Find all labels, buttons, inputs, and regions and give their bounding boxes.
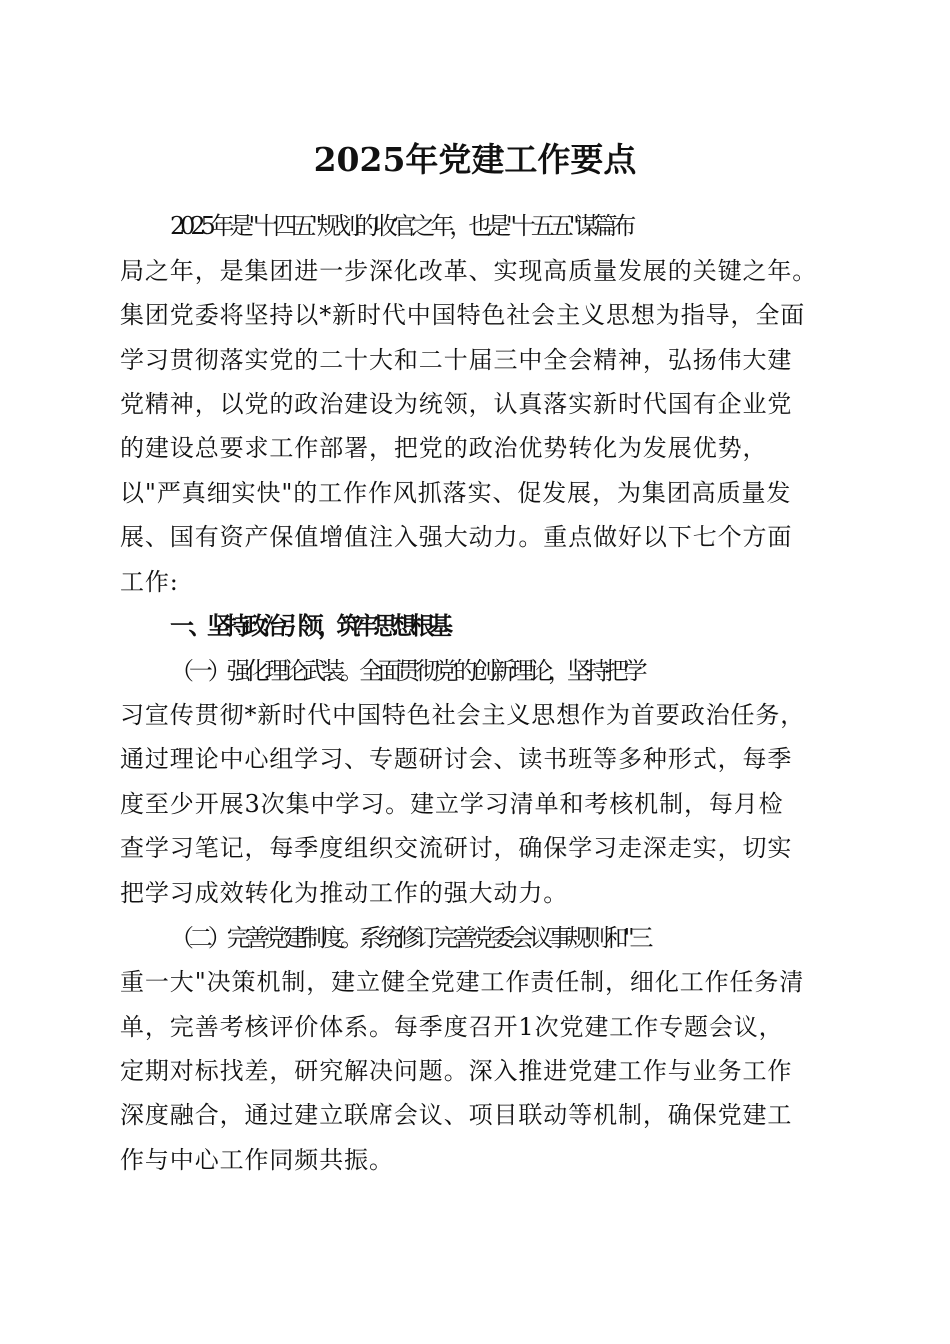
paragraph-line: 集团党委将坚持以*新时代中国特色社会主义思想为指导，全面 (120, 301, 806, 329)
paragraph-line: 2025年是"十四五"规划的收官之年，也是"十五五"谋篇布 (170, 212, 632, 240)
paragraph-line: 的建设总要求工作部署，把党的政治优势转化为发展优势， (120, 434, 768, 462)
paragraph-line: 局之年，是集团进一步深化改革、实现高质量发展的关键之年。 (120, 257, 818, 285)
paragraph-line: 度至少开展3次集中学习。建立学习清单和考核机制，每月检 (120, 790, 784, 818)
paragraph-line: 通过理论中心组学习、专题研讨会、读书班等多种形式，每季 (120, 745, 793, 773)
paragraph-line: 学习贯彻落实党的二十大和二十届三中全会精神，弘扬伟大建 (120, 346, 793, 374)
paragraph-line: 单，完善考核评价体系。每季度召开1次党建工作专题会议， (120, 1013, 784, 1041)
paragraph-line: 习宣传贯彻*新时代中国特色社会主义思想作为首要政治任务， (120, 701, 806, 729)
paragraph-line: 重一大"决策机制，建立健全党建工作责任制，细化工作任务清 (120, 968, 805, 996)
paragraph-line: 把学习成效转化为推动工作的强大动力。 (120, 879, 569, 907)
paragraph-line: 作与中心工作同频共振。 (120, 1146, 394, 1174)
document-title: 2025年党建工作要点 (313, 140, 637, 179)
paragraph-line: 工作: (120, 568, 179, 596)
paragraph-line: 深度融合，通过建立联席会议、项目联动等机制，确保党建工 (120, 1101, 793, 1129)
paragraph-line: 以"严真细实快"的工作作风抓落实、促发展，为集团高质量发 (120, 479, 792, 507)
paragraph-line: （一）强化理论武装。全面贯彻党的创新理论，坚持把学 (170, 657, 643, 685)
section-heading: 一、坚持政治引领，筑牢思想根基 (170, 612, 448, 640)
paragraph-line: 展、国有资产保值增值注入强大动力。重点做好以下七个方面 (120, 523, 793, 551)
paragraph-line: 查学习笔记，每季度组织交流研讨，确保学习走深走实，切实 (120, 834, 793, 862)
paragraph-line: 定期对标找差，研究解决问题。深入推进党建工作与业务工作 (120, 1057, 793, 1085)
paragraph-line: 党精神，以党的政治建设为统领，认真落实新时代国有企业党 (120, 390, 793, 418)
paragraph-line: （二）完善党建制度。系统修订完善党委会议事规则和"三 (170, 924, 649, 952)
